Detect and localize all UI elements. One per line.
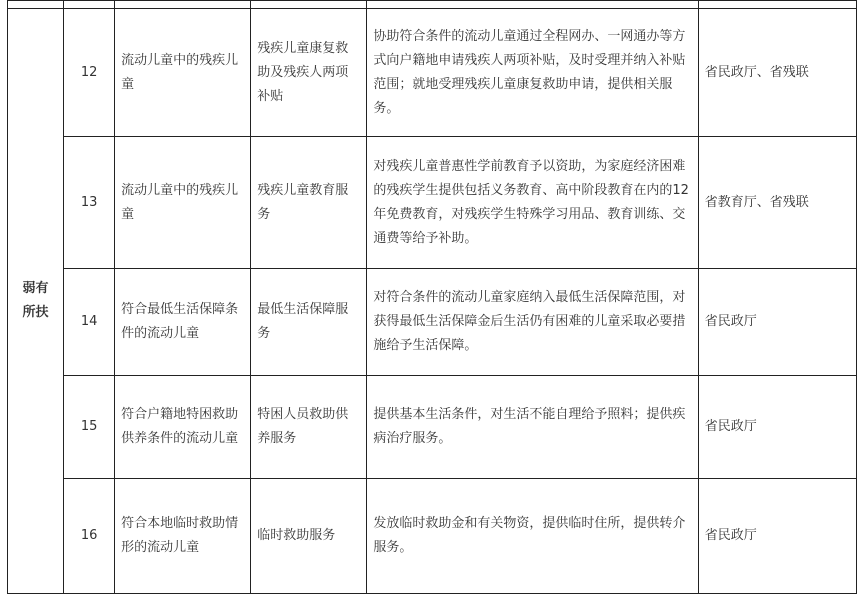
target-cell: 符合户籍地特困救助供养条件的流动儿童 [115, 376, 251, 479]
target-cell: 符合最低生活保障条件的流动儿童 [115, 269, 251, 376]
table-row [8, 479, 857, 594]
table-row [8, 376, 857, 479]
category-cell [8, 9, 64, 594]
department-cell: 省民政厅 [698, 376, 856, 479]
department-cell: 省民政厅 [698, 269, 856, 376]
content-cell: 对残疾儿童普惠性学前教育予以资助，为家庭经济困难的残疾学生提供包括义务教育、高中阶段教育在内的12年免费教育，对残疾学生特殊学习用品、教育训练、交通费等给予补助。 [367, 137, 698, 269]
content-cell: 对符合条件的流动儿童家庭纳入最低生活保障范围，对获得最低生活保障金后生活仍有困难的儿童采取必要措施给予生活保障。 [367, 269, 698, 376]
target-cell: 流动儿童中的残疾儿童 [115, 9, 251, 137]
row-number: 13 [64, 137, 115, 269]
category-label: 弱有所扶 [22, 281, 49, 320]
content-cell: 提供基本生活条件，对生活不能自理给予照料；提供疾病治疗服务。 [367, 376, 698, 479]
policy-table [7, 0, 857, 594]
table-cell [115, 1, 251, 9]
table-row [8, 137, 857, 269]
table-cell [64, 1, 115, 9]
item-cell: 残疾儿童康复救助及残疾人两项补贴 [251, 9, 367, 137]
row-number: 12 [64, 9, 115, 137]
table-cell [698, 1, 856, 9]
department-cell: 省民政厅、省残联 [698, 9, 856, 137]
target-cell: 流动儿童中的残疾儿童 [115, 137, 251, 269]
department-cell: 省民政厅 [698, 479, 856, 594]
table-cell [367, 1, 698, 9]
target-cell: 符合本地临时救助情形的流动儿童 [115, 479, 251, 594]
table-row [8, 269, 857, 376]
item-cell: 特困人员救助供养服务 [251, 376, 367, 479]
row-number: 16 [64, 479, 115, 594]
table-row [8, 9, 857, 137]
department-cell: 省教育厅、省残联 [698, 137, 856, 269]
row-number: 14 [64, 269, 115, 376]
item-cell: 临时救助服务 [251, 479, 367, 594]
table-cell [251, 1, 367, 9]
item-cell: 残疾儿童教育服务 [251, 137, 367, 269]
content-cell: 协助符合条件的流动儿童通过全程网办、一网通办等方式向户籍地申请残疾人两项补贴，及时受理并纳入补贴范围；就地受理残疾儿童康复救助申请，提供相关服务。 [367, 9, 698, 137]
item-cell: 最低生活保障服务 [251, 269, 367, 376]
row-number: 15 [64, 376, 115, 479]
table-row-continued [8, 1, 857, 9]
content-cell: 发放临时救助金和有关物资，提供临时住所，提供转介服务。 [367, 479, 698, 594]
table-cell [8, 1, 64, 9]
